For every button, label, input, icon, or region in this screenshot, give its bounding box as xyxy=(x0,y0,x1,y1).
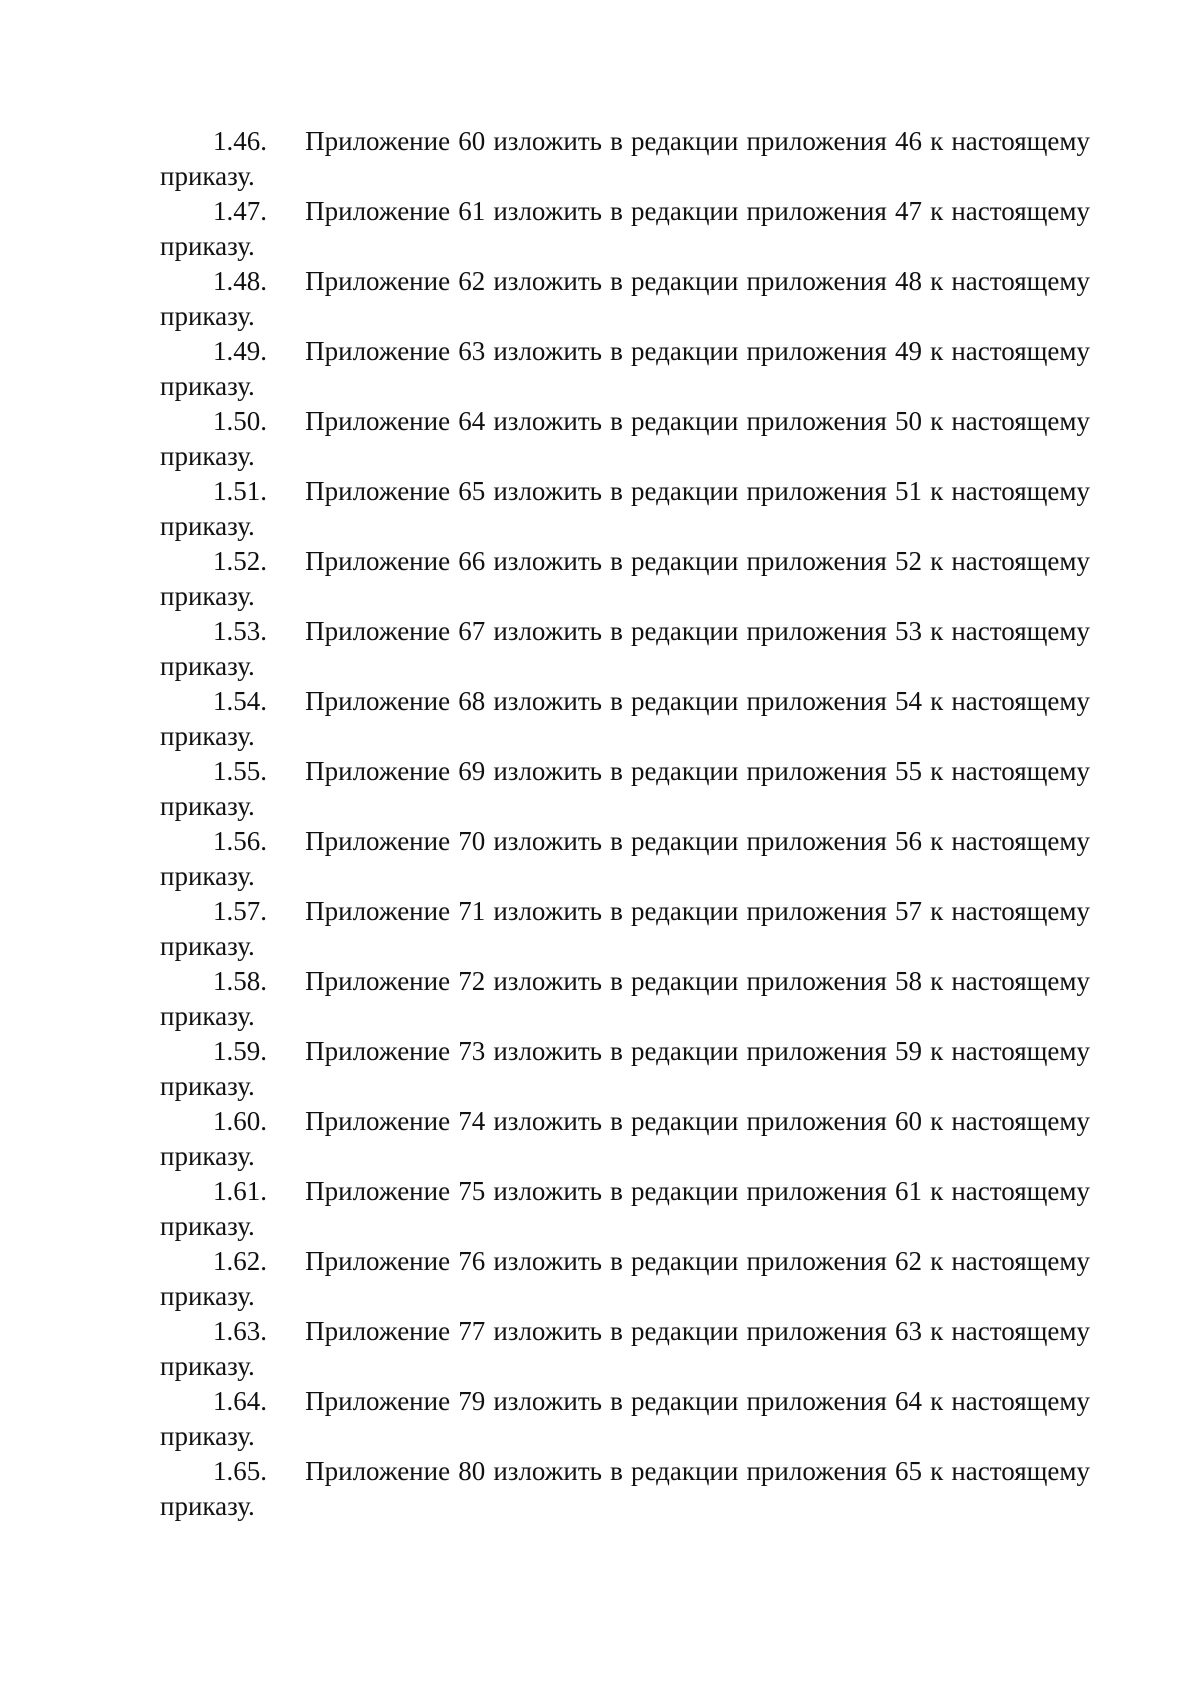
list-item xyxy=(160,1314,1090,1384)
item-first-line xyxy=(160,614,1090,649)
list-item xyxy=(160,194,1090,264)
attachment-number: 74 xyxy=(458,1106,486,1136)
attachment-number: 70 xyxy=(458,826,486,856)
attachment-word: Приложение xyxy=(305,406,451,436)
of-attachment-word: приложения xyxy=(746,1456,887,1486)
order-word: приказу. xyxy=(160,931,255,961)
in-word: в xyxy=(610,1036,623,1066)
in-word: в xyxy=(610,1246,623,1276)
edition-word: редакции xyxy=(631,756,739,786)
of-attachment-word: приложения xyxy=(746,1316,887,1346)
item-first-line xyxy=(160,1454,1090,1489)
order-word: приказу. xyxy=(160,371,255,401)
item-first-line xyxy=(160,1104,1090,1139)
present-word: настоящему xyxy=(951,756,1090,786)
item-number: 1.61. xyxy=(213,1176,267,1206)
present-word: настоящему xyxy=(951,1106,1090,1136)
of-attachment-word: приложения xyxy=(746,1246,887,1276)
list-item xyxy=(160,894,1090,964)
set-out-word: изложить xyxy=(493,266,602,296)
to-word: к xyxy=(930,1456,944,1486)
in-word: в xyxy=(610,756,623,786)
attachment-word: Приложение xyxy=(305,1386,451,1416)
to-word: к xyxy=(930,336,944,366)
item-first-line xyxy=(160,964,1090,999)
set-out-word: изложить xyxy=(493,1316,602,1346)
present-word: настоящему xyxy=(951,1456,1090,1486)
of-attachment-word: приложения xyxy=(746,1386,887,1416)
document-body xyxy=(160,124,1090,1524)
in-word: в xyxy=(610,616,623,646)
in-word: в xyxy=(610,896,623,926)
of-attachment-word: приложения xyxy=(746,756,887,786)
attachment-number: 79 xyxy=(458,1386,486,1416)
order-word: приказу. xyxy=(160,1491,255,1521)
attachment-word: Приложение xyxy=(305,1246,451,1276)
attachment-word: Приложение xyxy=(305,1036,451,1066)
attachment-word: Приложение xyxy=(305,1456,451,1486)
set-out-word: изложить xyxy=(493,196,602,226)
attachment-word: Приложение xyxy=(305,266,451,296)
of-attachment-word: приложения xyxy=(746,336,887,366)
list-item xyxy=(160,1384,1090,1454)
item-number: 1.48. xyxy=(213,266,267,296)
edition-word: редакции xyxy=(631,1106,739,1136)
version-number: 54 xyxy=(894,686,922,716)
list-item xyxy=(160,1244,1090,1314)
item-first-line xyxy=(160,544,1090,579)
item-first-line xyxy=(160,1034,1090,1069)
set-out-word: изложить xyxy=(493,476,602,506)
order-word: приказу. xyxy=(160,301,255,331)
order-word: приказу. xyxy=(160,1351,255,1381)
list-item xyxy=(160,474,1090,544)
edition-word: редакции xyxy=(631,966,739,996)
set-out-word: изложить xyxy=(493,756,602,786)
order-word: приказу. xyxy=(160,1281,255,1311)
edition-word: редакции xyxy=(631,1176,739,1206)
item-first-line xyxy=(160,1174,1090,1209)
version-number: 65 xyxy=(894,1456,922,1486)
of-attachment-word: приложения xyxy=(746,896,887,926)
in-word: в xyxy=(610,336,623,366)
attachment-word: Приложение xyxy=(305,336,451,366)
in-word: в xyxy=(610,1456,623,1486)
to-word: к xyxy=(930,1386,944,1416)
of-attachment-word: приложения xyxy=(746,1036,887,1066)
attachment-word: Приложение xyxy=(305,966,451,996)
to-word: к xyxy=(930,1316,944,1346)
to-word: к xyxy=(930,196,944,226)
edition-word: редакции xyxy=(631,686,739,716)
edition-word: редакции xyxy=(631,896,739,926)
attachment-number: 75 xyxy=(458,1176,486,1206)
attachment-number: 63 xyxy=(458,336,486,366)
version-number: 53 xyxy=(894,616,922,646)
set-out-word: изложить xyxy=(493,546,602,576)
item-number: 1.60. xyxy=(213,1106,267,1136)
attachment-word: Приложение xyxy=(305,616,451,646)
item-number: 1.46. xyxy=(213,126,267,156)
item-number: 1.59. xyxy=(213,1036,267,1066)
of-attachment-word: приложения xyxy=(746,546,887,576)
version-number: 61 xyxy=(894,1176,922,1206)
to-word: к xyxy=(930,1176,944,1206)
to-word: к xyxy=(930,686,944,716)
item-number: 1.65. xyxy=(213,1456,267,1486)
attachment-word: Приложение xyxy=(305,126,451,156)
in-word: в xyxy=(610,966,623,996)
in-word: в xyxy=(610,1386,623,1416)
in-word: в xyxy=(610,1176,623,1206)
item-number: 1.53. xyxy=(213,616,267,646)
item-first-line xyxy=(160,404,1090,439)
version-number: 49 xyxy=(894,336,922,366)
set-out-word: изложить xyxy=(493,616,602,646)
attachment-number: 65 xyxy=(458,476,486,506)
item-number: 1.56. xyxy=(213,826,267,856)
attachment-number: 66 xyxy=(458,546,486,576)
set-out-word: изложить xyxy=(493,826,602,856)
attachment-number: 62 xyxy=(458,266,486,296)
in-word: в xyxy=(610,476,623,506)
present-word: настоящему xyxy=(951,826,1090,856)
present-word: настоящему xyxy=(951,1246,1090,1276)
in-word: в xyxy=(610,1316,623,1346)
edition-word: редакции xyxy=(631,406,739,436)
attachment-word: Приложение xyxy=(305,476,451,506)
list-item xyxy=(160,754,1090,824)
to-word: к xyxy=(930,896,944,926)
item-first-line xyxy=(160,1244,1090,1279)
set-out-word: изложить xyxy=(493,1176,602,1206)
version-number: 64 xyxy=(894,1386,922,1416)
order-word: приказу. xyxy=(160,791,255,821)
in-word: в xyxy=(610,826,623,856)
edition-word: редакции xyxy=(631,266,739,296)
item-number: 1.63. xyxy=(213,1316,267,1346)
in-word: в xyxy=(610,1106,623,1136)
of-attachment-word: приложения xyxy=(746,826,887,856)
in-word: в xyxy=(610,686,623,716)
order-word: приказу. xyxy=(160,581,255,611)
item-number: 1.62. xyxy=(213,1246,267,1276)
to-word: к xyxy=(930,616,944,646)
edition-word: редакции xyxy=(631,1386,739,1416)
set-out-word: изложить xyxy=(493,966,602,996)
attachment-word: Приложение xyxy=(305,1106,451,1136)
version-number: 55 xyxy=(894,756,922,786)
order-word: приказу. xyxy=(160,1421,255,1451)
set-out-word: изложить xyxy=(493,126,602,156)
version-number: 48 xyxy=(894,266,922,296)
attachment-number: 69 xyxy=(458,756,486,786)
present-word: настоящему xyxy=(951,406,1090,436)
in-word: в xyxy=(610,406,623,436)
attachment-number: 67 xyxy=(458,616,486,646)
present-word: настоящему xyxy=(951,1176,1090,1206)
present-word: настоящему xyxy=(951,126,1090,156)
item-first-line xyxy=(160,334,1090,369)
set-out-word: изложить xyxy=(493,686,602,716)
item-number: 1.50. xyxy=(213,406,267,436)
order-word: приказу. xyxy=(160,1071,255,1101)
set-out-word: изложить xyxy=(493,336,602,366)
in-word: в xyxy=(610,126,623,156)
order-word: приказу. xyxy=(160,1211,255,1241)
set-out-word: изложить xyxy=(493,1036,602,1066)
edition-word: редакции xyxy=(631,126,739,156)
list-item xyxy=(160,1034,1090,1104)
to-word: к xyxy=(930,966,944,996)
present-word: настоящему xyxy=(951,476,1090,506)
attachment-number: 61 xyxy=(458,196,486,226)
edition-word: редакции xyxy=(631,1456,739,1486)
version-number: 50 xyxy=(894,406,922,436)
attachment-number: 73 xyxy=(458,1036,486,1066)
item-first-line xyxy=(160,1314,1090,1349)
version-number: 58 xyxy=(894,966,922,996)
in-word: в xyxy=(610,546,623,576)
to-word: к xyxy=(930,1106,944,1136)
item-first-line xyxy=(160,894,1090,929)
attachment-number: 72 xyxy=(458,966,486,996)
item-first-line xyxy=(160,194,1090,229)
to-word: к xyxy=(930,1246,944,1276)
item-first-line xyxy=(160,124,1090,159)
edition-word: редакции xyxy=(631,1036,739,1066)
attachment-number: 68 xyxy=(458,686,486,716)
to-word: к xyxy=(930,266,944,296)
attachment-number: 64 xyxy=(458,406,486,436)
version-number: 51 xyxy=(894,476,922,506)
list-item xyxy=(160,614,1090,684)
edition-word: редакции xyxy=(631,616,739,646)
set-out-word: изложить xyxy=(493,1106,602,1136)
to-word: к xyxy=(930,476,944,506)
item-number: 1.55. xyxy=(213,756,267,786)
order-word: приказу. xyxy=(160,161,255,191)
attachment-word: Приложение xyxy=(305,196,451,226)
edition-word: редакции xyxy=(631,826,739,856)
of-attachment-word: приложения xyxy=(746,966,887,996)
order-word: приказу. xyxy=(160,651,255,681)
of-attachment-word: приложения xyxy=(746,126,887,156)
list-item xyxy=(160,404,1090,474)
edition-word: редакции xyxy=(631,1246,739,1276)
order-word: приказу. xyxy=(160,1001,255,1031)
list-item xyxy=(160,1454,1090,1524)
attachment-word: Приложение xyxy=(305,1176,451,1206)
version-number: 62 xyxy=(894,1246,922,1276)
item-number: 1.47. xyxy=(213,196,267,226)
list-item xyxy=(160,544,1090,614)
list-item xyxy=(160,684,1090,754)
of-attachment-word: приложения xyxy=(746,686,887,716)
attachment-word: Приложение xyxy=(305,546,451,576)
to-word: к xyxy=(930,406,944,436)
set-out-word: изложить xyxy=(493,1386,602,1416)
version-number: 57 xyxy=(894,896,922,926)
order-word: приказу. xyxy=(160,861,255,891)
list-item xyxy=(160,124,1090,194)
to-word: к xyxy=(930,756,944,786)
present-word: настоящему xyxy=(951,266,1090,296)
of-attachment-word: приложения xyxy=(746,1176,887,1206)
present-word: настоящему xyxy=(951,686,1090,716)
attachment-word: Приложение xyxy=(305,1316,451,1346)
in-word: в xyxy=(610,266,623,296)
attachment-number: 71 xyxy=(458,896,486,926)
item-first-line xyxy=(160,1384,1090,1419)
to-word: к xyxy=(930,126,944,156)
attachment-number: 77 xyxy=(458,1316,486,1346)
version-number: 60 xyxy=(894,1106,922,1136)
present-word: настоящему xyxy=(951,1386,1090,1416)
attachment-number: 76 xyxy=(458,1246,486,1276)
list-item xyxy=(160,334,1090,404)
order-word: приказу. xyxy=(160,231,255,261)
edition-word: редакции xyxy=(631,1316,739,1346)
of-attachment-word: приложения xyxy=(746,266,887,296)
list-item xyxy=(160,964,1090,1034)
item-first-line xyxy=(160,754,1090,789)
present-word: настоящему xyxy=(951,1316,1090,1346)
to-word: к xyxy=(930,826,944,856)
of-attachment-word: приложения xyxy=(746,196,887,226)
list-item xyxy=(160,264,1090,334)
attachment-word: Приложение xyxy=(305,686,451,716)
order-word: приказу. xyxy=(160,1141,255,1171)
attachment-word: Приложение xyxy=(305,896,451,926)
to-word: к xyxy=(930,546,944,576)
of-attachment-word: приложения xyxy=(746,1106,887,1136)
item-number: 1.58. xyxy=(213,966,267,996)
item-first-line xyxy=(160,474,1090,509)
present-word: настоящему xyxy=(951,546,1090,576)
order-word: приказу. xyxy=(160,511,255,541)
of-attachment-word: приложения xyxy=(746,616,887,646)
present-word: настоящему xyxy=(951,336,1090,366)
item-number: 1.49. xyxy=(213,336,267,366)
present-word: настоящему xyxy=(951,616,1090,646)
present-word: настоящему xyxy=(951,966,1090,996)
list-item xyxy=(160,824,1090,894)
version-number: 56 xyxy=(894,826,922,856)
set-out-word: изложить xyxy=(493,896,602,926)
attachment-word: Приложение xyxy=(305,826,451,856)
in-word: в xyxy=(610,196,623,226)
set-out-word: изложить xyxy=(493,1456,602,1486)
item-number: 1.51. xyxy=(213,476,267,506)
version-number: 59 xyxy=(894,1036,922,1066)
version-number: 52 xyxy=(894,546,922,576)
edition-word: редакции xyxy=(631,476,739,506)
to-word: к xyxy=(930,1036,944,1066)
attachment-number: 60 xyxy=(458,126,486,156)
order-word: приказу. xyxy=(160,721,255,751)
of-attachment-word: приложения xyxy=(746,476,887,506)
edition-word: редакции xyxy=(631,196,739,226)
version-number: 63 xyxy=(894,1316,922,1346)
version-number: 47 xyxy=(894,196,922,226)
edition-word: редакции xyxy=(631,546,739,576)
present-word: настоящему xyxy=(951,1036,1090,1066)
item-number: 1.64. xyxy=(213,1386,267,1416)
item-number: 1.52. xyxy=(213,546,267,576)
set-out-word: изложить xyxy=(493,406,602,436)
item-first-line xyxy=(160,684,1090,719)
list-item xyxy=(160,1174,1090,1244)
edition-word: редакции xyxy=(631,336,739,366)
item-number: 1.57. xyxy=(213,896,267,926)
present-word: настоящему xyxy=(951,896,1090,926)
item-number: 1.54. xyxy=(213,686,267,716)
list-item xyxy=(160,1104,1090,1174)
of-attachment-word: приложения xyxy=(746,406,887,436)
order-word: приказу. xyxy=(160,441,255,471)
item-first-line xyxy=(160,824,1090,859)
present-word: настоящему xyxy=(951,196,1090,226)
set-out-word: изложить xyxy=(493,1246,602,1276)
item-first-line xyxy=(160,264,1090,299)
version-number: 46 xyxy=(894,126,922,156)
attachment-number: 80 xyxy=(458,1456,486,1486)
attachment-word: Приложение xyxy=(305,756,451,786)
